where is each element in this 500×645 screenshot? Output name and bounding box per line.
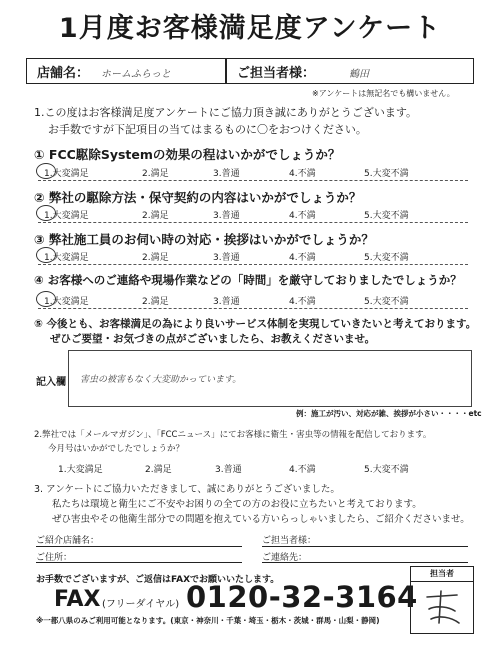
question-5-line-1: ⑤ 今後とも、お客様満足の為により良いサービス体制を実現していきたいと考えております。 — [34, 318, 477, 330]
header-box — [26, 58, 474, 84]
q2-option-2[interactable]: 2.満足 — [142, 211, 169, 221]
q1-option-3[interactable]: 3.普通 — [213, 169, 240, 179]
q2-option-5[interactable]: 5.大変不満 — [364, 211, 409, 221]
s2-option-1[interactable]: 1.大変満足 — [58, 465, 103, 475]
store-value: ホームふらっと — [101, 69, 171, 80]
q3-option-2[interactable]: 2.満足 — [142, 253, 169, 263]
q3-option-4[interactable]: 4.不満 — [289, 253, 316, 263]
q1-option-2[interactable]: 2.満足 — [142, 169, 169, 179]
q3-option-3[interactable]: 3.普通 — [213, 253, 240, 263]
referral-address-label: ご住所： — [36, 553, 73, 563]
q3-option-1[interactable]: 1.大変満足 — [44, 253, 89, 263]
section-3-line-2: 私たちは環境と衛生にご不安やお困りの全ての方のお役に立ちたいと考えております。 — [52, 499, 422, 510]
divider — [38, 264, 468, 265]
divider — [38, 308, 468, 309]
page-title: 1月度お客様満足度アンケート — [58, 13, 442, 44]
q4-option-2[interactable]: 2.満足 — [142, 297, 169, 307]
question-3: ③ 弊社施工員のお伺い時の対応・挨拶はいかがでしょうか？ — [34, 232, 374, 247]
q1-option-1[interactable]: 1.大変満足 — [44, 169, 89, 179]
anonymous-note: ※アンケートは無記名でも構いません。 — [312, 89, 455, 98]
intro-line-1: 1.この度はお客様満足度アンケートにご協力頂き誠にありがとうございます。 — [34, 106, 417, 119]
referral-staff-field[interactable] — [262, 546, 468, 547]
stamp-label: 担当者 — [411, 567, 473, 582]
staff-stamp-box — [410, 566, 474, 634]
q2-option-3[interactable]: 3.普通 — [213, 211, 240, 221]
q3-option-5[interactable]: 5.大変不満 — [364, 253, 409, 263]
divider — [38, 180, 468, 181]
question-5-line-2: ぜひご要望・お気づきの点がございましたら、お教えくださいませ。 — [50, 333, 376, 345]
question-4: ④ お客様へのご連絡や現場作業などの「時間」を厳守しておりましたでしょうか？ — [34, 273, 462, 287]
fax-number: 0120-32-3164 — [186, 580, 418, 614]
referral-store-label: ご紹介店舗名： — [36, 536, 100, 546]
referral-staff-label: ご担当者様： — [262, 536, 317, 546]
header-divider — [225, 59, 227, 83]
referral-contact-field[interactable] — [262, 562, 468, 563]
q2-option-4[interactable]: 4.不満 — [289, 211, 316, 221]
q2-option-1[interactable]: 1.大変満足 — [44, 211, 89, 221]
q4-option-1[interactable]: 1.大変満足 — [44, 297, 89, 307]
referral-store-field[interactable] — [36, 546, 242, 547]
s2-option-3[interactable]: 3.普通 — [215, 465, 242, 475]
s2-option-5[interactable]: 5.大変不満 — [364, 465, 409, 475]
q1-option-5[interactable]: 5.大変不満 — [364, 169, 409, 179]
section-2-line-2: 今月号はいかがでしたでしょうか？ — [48, 444, 185, 454]
q4-option-4[interactable]: 4.不満 — [289, 297, 316, 307]
staff-label: ご担当者様： — [237, 66, 316, 81]
s2-option-2[interactable]: 2.満足 — [145, 465, 172, 475]
divider — [38, 222, 468, 223]
comment-answer: 害虫の被害もなく大変助かっています。 — [80, 375, 242, 385]
referral-address-field[interactable] — [36, 562, 242, 563]
question-1: ① FCC駆除Systemの効果の程はいかがでしょうか？ — [34, 147, 341, 162]
section-3-line-1: 3. アンケートにご協力いただきまして、誠にありがとうございました。 — [34, 484, 340, 495]
service-area-note: ※一都八県のみご利用可能となります。(東京・神奈川・千葉・埼玉・栃木・茨城・群馬・山梨・静岡) — [36, 616, 380, 625]
staff-value: 鶴田 — [349, 69, 369, 80]
section-3-line-3: ぜひ害虫やその他衛生部分での問題を抱えている方いらっしゃいましたら、ご紹介くださいませ。 — [52, 514, 470, 525]
footer-note: お手数でございますが、ご返信はFAXでお願いいたします。 — [36, 575, 280, 585]
comment-example: 例：施工が汚い、対応が雑、挨拶が小さい・・・・etc — [296, 409, 482, 418]
referral-contact-label: ご連絡先： — [262, 553, 308, 563]
question-2: ② 弊社の駆除方法・保守契約の内容はいかがでしょうか？ — [34, 190, 362, 205]
section-2-line-1: 2.弊社では「メールマガジン」、「FCCニュース」にてお客様に衛生・害虫等の情報を配信しております。 — [34, 430, 432, 440]
fax-sub: (フリーダイヤル) — [102, 599, 180, 610]
handwritten-signature — [421, 587, 465, 629]
intro-line-2: お手数ですが下記項目の当てはまるものに〇をおつけください。 — [48, 123, 367, 136]
q1-option-4[interactable]: 4.不満 — [289, 169, 316, 179]
q4-option-3[interactable]: 3.普通 — [213, 297, 240, 307]
store-label: 店舗名： — [37, 66, 90, 81]
fax-label: FAX — [54, 587, 101, 612]
s2-option-4[interactable]: 4.不満 — [289, 465, 316, 475]
q4-option-5[interactable]: 5.大変不満 — [364, 297, 409, 307]
comment-field-label: 記入欄 — [36, 377, 66, 388]
